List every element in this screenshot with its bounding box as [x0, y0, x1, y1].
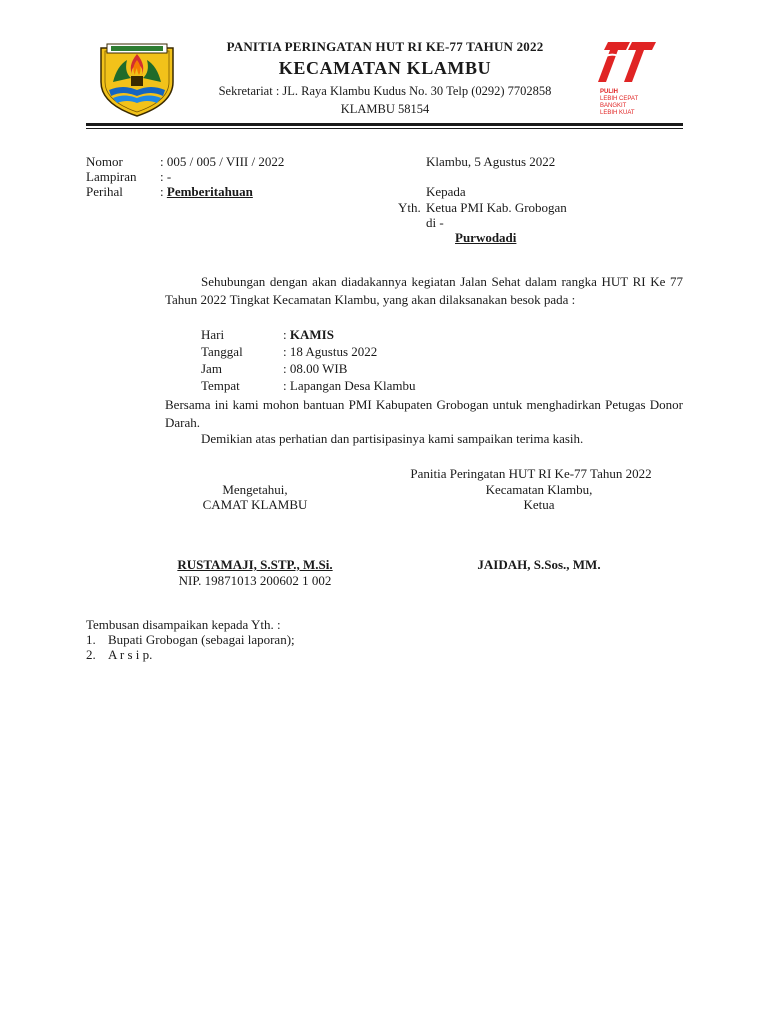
signer-left-name: RUSTAMAJI, S.STP., M.Si. [177, 557, 333, 572]
detail-hari-label: Hari [201, 327, 225, 342]
opening-paragraph [165, 273, 683, 309]
logo-line-1: PULIH [600, 89, 618, 95]
perihal-row [160, 184, 253, 200]
organizer-heading: PANITIA PERINGATAN HUT RI KE-77 TAHUN 2022 [226, 39, 544, 54]
detail-tempat-value: Lapangan Desa Klambu [289, 378, 416, 393]
place-date: Klambu, 5 Agustus 2022 [426, 154, 556, 169]
grobogan-emblem-icon [97, 38, 177, 118]
detail-jam-label: Jam [201, 361, 222, 376]
signer-right-role: Ketua [523, 497, 555, 512]
recipient-city: Purwodadi [455, 230, 517, 245]
logo-line-4: LEBIH KUAT [600, 110, 635, 116]
signer-right-org: Panitia Peringatan HUT RI Ke-77 Tahun 2022 [410, 466, 652, 481]
signer-left-nip: NIP. 19871013 200602 1 002 [178, 573, 332, 588]
detail-tanggal-colon: : [283, 344, 290, 359]
perihal-value: Pemberitahuan [166, 184, 253, 199]
kepada-label: Kepada [426, 184, 466, 199]
opening-paragraph-text: Sehubungan dengan akan diadakannya kegiatan Jalan Sehat dalam rangka HUT RI Ke 77 Tahun 2022 Tingkat Kecamatan Klambu, yang akan dilaksanakan besok pada : [165, 274, 683, 307]
detail-jam-colon: : [283, 361, 290, 376]
header-divider-thin [86, 128, 683, 129]
tembusan-num-2: 2. [86, 647, 96, 662]
hut-ri-77-logo-icon [596, 38, 660, 120]
tembusan-num-1: 1. [86, 632, 96, 647]
address-line-2: KLAMBU 58154 [340, 102, 430, 116]
office-title: KECAMATAN KLAMBU [278, 58, 492, 78]
signer-right-name: JAIDAH, S.Sos., MM. [477, 557, 601, 572]
signer-left-role: CAMAT KLAMBU [202, 497, 308, 512]
logo-line-3: BANGKIT [600, 103, 627, 109]
header-divider-thick [86, 123, 683, 126]
tembusan-title: Tembusan disampaikan kepada Yth. : [86, 617, 281, 632]
detail-hari-value: KAMIS [289, 327, 334, 342]
perihal-label: Perihal [86, 184, 123, 199]
di-label: di - [426, 215, 444, 230]
address-line-1: Sekretariat : JL. Raya Klambu Kudus No. 30 Telp (0292) 7702858 [218, 84, 552, 98]
detail-jam-row [283, 361, 347, 377]
recipient-name: Ketua PMI Kab. Grobogan [426, 200, 567, 215]
request-paragraph: Bersama ini kami mohon bantuan PMI Kabupaten Grobogan untuk menghadirkan Petugas Donor Darah. [165, 397, 683, 430]
detail-tanggal-label: Tanggal [201, 344, 243, 359]
tembusan-item-1: Bupati Grobogan (sebagai laporan); [108, 632, 295, 647]
detail-tempat-label: Tempat [201, 378, 240, 393]
lampiran-value: : - [160, 169, 172, 184]
detail-tempat-colon: : [283, 378, 290, 393]
closing-paragraph [165, 430, 683, 448]
detail-hari-row [283, 327, 334, 343]
logo-line-2: LEBIH CEPAT [600, 96, 639, 102]
closing-paragraph-text: Demikian atas perhatian dan partisipasinya kami sampaikan terima kasih. [201, 431, 584, 446]
signer-right-place: Kecamatan Klambu, [485, 482, 593, 497]
detail-tempat-row [283, 378, 416, 394]
yth-label: Yth. [398, 200, 421, 215]
detail-jam-value: 08.00 WIB [289, 361, 348, 376]
perihal-colon: : [160, 184, 167, 199]
signer-left-ack: Mengetahui, [222, 482, 288, 497]
lampiran-label: Lampiran [86, 169, 137, 184]
detail-hari-colon: : [283, 327, 290, 342]
detail-tanggal-value: 18 Agustus 2022 [289, 344, 378, 359]
detail-tanggal-row [283, 344, 377, 360]
nomor-label: Nomor [86, 154, 123, 169]
tembusan-item-2: A r s i p. [108, 647, 153, 662]
nomor-value: : 005 / 005 / VIII / 2022 [160, 154, 285, 169]
